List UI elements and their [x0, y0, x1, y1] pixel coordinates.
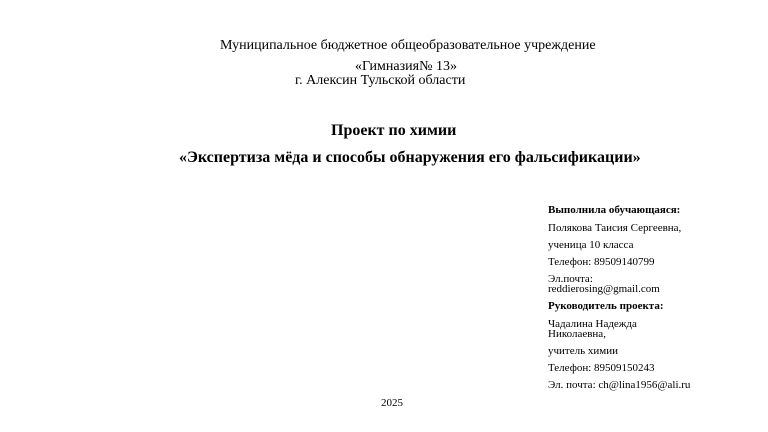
- city-line: г. Алексин Тульской области: [295, 73, 466, 88]
- author-heading: Выполнила обучающаяся:: [548, 204, 681, 216]
- author-grade: ученица 10 класса: [548, 239, 634, 251]
- institution-name: Муниципальное бюджетное общеобразовательное учреждение: [220, 38, 596, 53]
- supervisor-phone: Телефон: 89509150243: [548, 362, 655, 374]
- gymnasium-name: «Гимназия№ 13»: [355, 59, 457, 74]
- author-phone: Телефон: 89509140799: [548, 256, 655, 268]
- project-subject: Проект по химии: [331, 122, 457, 139]
- supervisor-name-line2: Николаевна,: [548, 328, 606, 340]
- author-email: reddierosing@gmail.com: [548, 283, 660, 295]
- project-title: «Экспертиза мёда и способы обнаружения его фальсификации»: [179, 149, 641, 166]
- year: 2025: [381, 397, 403, 409]
- supervisor-email: Эл. почта: ch@lina1956@ali.ru: [548, 379, 691, 391]
- author-email-label: Эл.почта:: [548, 273, 593, 285]
- supervisor-name-line1: Чадалина Надежда: [548, 318, 637, 330]
- supervisor-heading: Руководитель проекта:: [548, 300, 664, 312]
- supervisor-role: учитель химии: [548, 345, 618, 357]
- author-name: Полякова Таисия Сергеевна,: [548, 222, 682, 234]
